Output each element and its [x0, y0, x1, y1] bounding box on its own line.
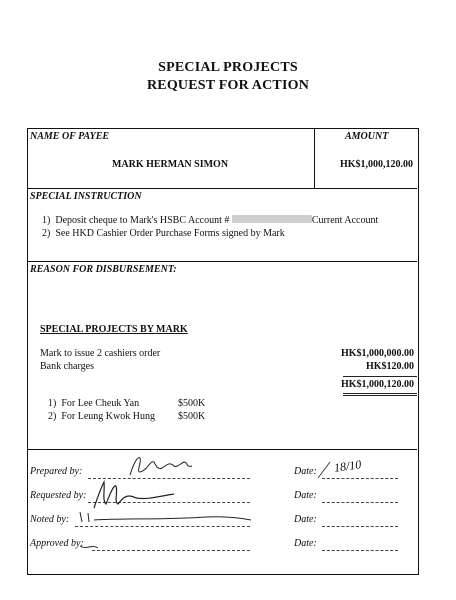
payee-label: NAME OF PAYEE: [30, 131, 110, 142]
noted-date-label: Date:: [294, 514, 317, 525]
approved-date-line: [322, 550, 398, 551]
reason-label: REASON FOR DISBURSEMENT:: [30, 264, 177, 275]
recipient-2-amount: $500K: [178, 411, 206, 422]
instruction-item-2-text: See HKD Cashier Order Purchase Forms signed by Mark: [55, 228, 285, 239]
reason-heading: SPECIAL PROJECTS BY MARK: [40, 324, 188, 335]
document-subtitle: REQUEST FOR ACTION: [146, 78, 310, 93]
instruction-item-1: [42, 215, 378, 226]
instruction-item-2-num: 2): [42, 228, 51, 239]
reason-line-2-amount: HK$120.00: [365, 361, 414, 372]
instruction-label: SPECIAL INSTRUCTION: [30, 191, 142, 202]
noted-date-line: [322, 526, 398, 527]
recipient-2-num: 2): [48, 411, 57, 422]
amount-label: AMOUNT: [345, 131, 389, 142]
requested-signature: [88, 476, 178, 510]
total-rule-top: [343, 376, 417, 377]
payee-name: MARK HERMAN SIMON: [111, 159, 229, 170]
recipient-1-num: 1): [48, 398, 57, 409]
prepared-by-label: Prepared by:: [30, 466, 83, 477]
instruction-item-1-suffix: Current Account: [311, 215, 379, 226]
total-rule-bottom-2: [343, 395, 417, 396]
approved-by-label: Approved by:: [30, 538, 84, 549]
instruction-item-1-text: Deposit cheque to Mark's HSBC Account #: [55, 215, 230, 226]
instruction-item-1-num: 1): [42, 215, 51, 226]
approved-date-label: Date:: [294, 538, 317, 549]
date-slash-mark: [314, 458, 336, 482]
recipient-1-amount: $500K: [178, 398, 206, 409]
prepared-date-label: Date:: [294, 466, 317, 477]
reason-total: HK$1,000,120.00: [340, 379, 414, 390]
divider-instruction: [28, 261, 417, 262]
redacted-account-number: [232, 215, 312, 223]
divider-amount: [314, 129, 315, 189]
recipient-1-name: For Lee Cheuk Yan: [61, 398, 140, 409]
reason-line-1-text: Mark to issue 2 cashiers order: [40, 348, 161, 359]
reason-line-1-amount: HK$1,000,000.00: [340, 348, 414, 359]
document-title: SPECIAL PROJECTS: [158, 60, 298, 75]
noted-signature: [76, 508, 256, 526]
noted-by-line: [75, 526, 250, 527]
instruction-item-2: [42, 228, 285, 239]
reason-line-2-text: Bank charges: [40, 361, 94, 372]
divider-payee: [28, 188, 417, 189]
requested-date-label: Date:: [294, 490, 317, 501]
requested-by-label: Requested by:: [30, 490, 87, 501]
prepared-date-handwritten: 18/10: [333, 457, 363, 475]
amount-value: HK$1,000,120.00: [340, 159, 414, 170]
requested-date-line: [322, 502, 398, 503]
recipient-2-name: For Leung Kwok Hung: [61, 411, 155, 422]
approved-by-line: [92, 550, 250, 551]
divider-reason: [28, 449, 417, 450]
noted-by-label: Noted by:: [30, 514, 70, 525]
approved-signature-mark: [76, 538, 106, 552]
recipient-1: [48, 398, 139, 409]
recipient-2: [48, 411, 155, 422]
total-rule-bottom-1: [343, 393, 417, 394]
